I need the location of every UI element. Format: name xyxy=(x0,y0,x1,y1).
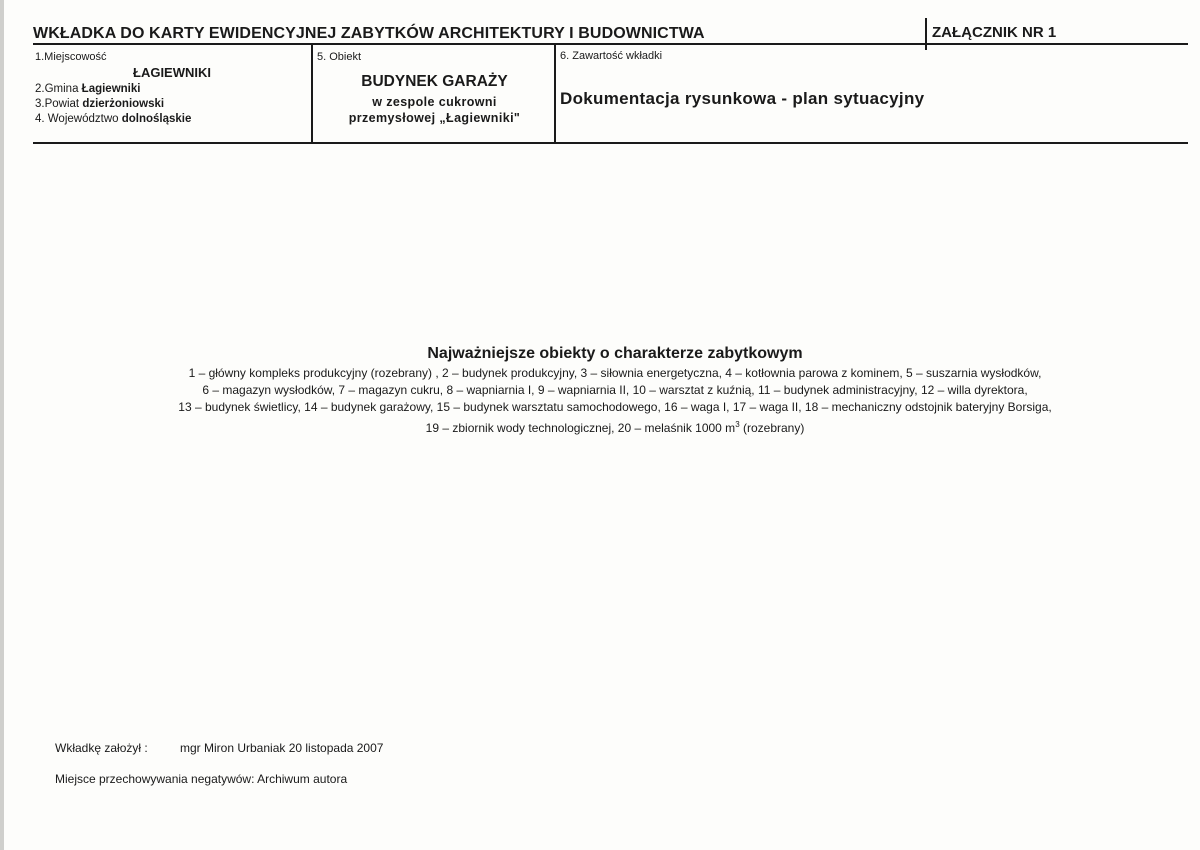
object-label: 5. Obiekt xyxy=(317,51,362,63)
info-table xyxy=(33,45,1188,143)
location-name: ŁAGIEWNIKI xyxy=(133,65,211,80)
powiat-label: 3.Powiat xyxy=(35,98,83,110)
object-subtitle-1: w zespole cukrowni xyxy=(372,95,497,109)
legend xyxy=(40,345,1190,437)
legend-title: Najważniejsze obiekty o charakterze zabytkowym xyxy=(427,345,803,362)
voivodeship-value: dolnośląskie xyxy=(121,113,192,125)
founder-value: mgr Miron Urbaniak 20 listopada 2007 xyxy=(180,741,384,755)
attachment-label: ZAŁĄCZNIK NR 1 xyxy=(925,18,1056,50)
object-subtitle-2: przemysłowej „Łagiewniki" xyxy=(348,111,521,125)
location-label: 1.Miejscowość xyxy=(35,51,107,63)
content-cell xyxy=(554,45,1190,142)
legend-line-1: 1 – główny kompleks produkcyjny (rozebrany) , 2 – budynek produkcyjny, 3 – siłownia energetyczna, 4 – kotłownia parowa z kominem, 5 – suszarnia wysłodków, xyxy=(188,366,1042,380)
content-value: Dokumentacja rysunkowa - plan sytuacyjny xyxy=(560,89,925,108)
gmina-label: 2.Gmina xyxy=(35,83,82,95)
legend-line-4-superscript: 3 xyxy=(735,420,740,429)
legend-line-4-text: 19 – zbiornik wody technologicznej, 20 – melaśnik 1000 m xyxy=(425,421,736,435)
legend-line-3: 13 – budynek świetlicy, 14 – budynek garażowy, 15 – budynek warsztatu samochodowego, 16 – waga I, 17 – waga II, 18 – mechaniczny odstojnik bateryjny Borsiga, xyxy=(178,400,1052,414)
storage-info: Miejsce przechowywania negatywów: Archiwum autora xyxy=(55,772,348,786)
content-label: 6. Zawartość wkładki xyxy=(560,50,663,62)
powiat-value: dzierżoniowski xyxy=(82,98,165,110)
legend-line-4-tail: (rozebrany) xyxy=(739,421,805,435)
voivodeship-label: 4. Województwo xyxy=(35,113,122,125)
legend-line-2: 6 – magazyn wysłodków, 7 – magazyn cukru, 8 – wapniarnia I, 9 – wapniarnia II, 10 – warsztat z kuźnią, 11 – budynek administracyjny, 12 – willa dyrektora, xyxy=(202,383,1028,397)
legend-line-4 xyxy=(40,416,1190,437)
location-cell xyxy=(33,45,311,142)
header-title: WKŁADKA DO KARTY EWIDENCYJNEJ ZABYTKÓW ARCHITEKTURY I BUDOWNICTWA xyxy=(33,25,705,42)
object-name: BUDYNEK GARAŻY xyxy=(361,73,508,90)
gmina-line xyxy=(35,83,140,95)
powiat-line xyxy=(35,98,164,110)
voivodeship-line xyxy=(35,113,191,125)
gmina-value: Łagiewniki xyxy=(81,83,141,95)
info-divider xyxy=(33,142,1188,144)
founder-label: Wkładkę założył : xyxy=(55,741,148,755)
object-cell xyxy=(311,45,556,142)
page-edge xyxy=(0,0,4,850)
